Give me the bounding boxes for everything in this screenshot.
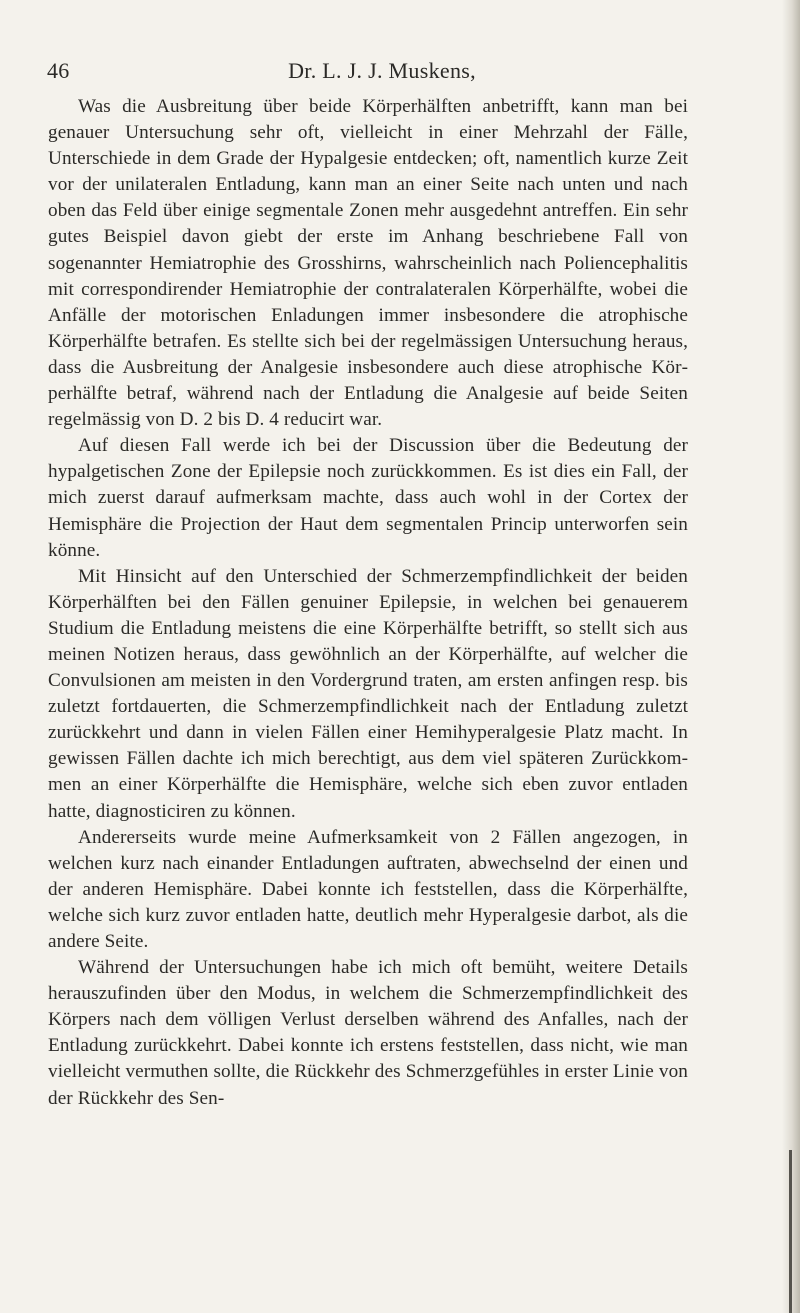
paragraph: Auf diesen Fall werde ich bei der Discussion über die Bedeutung der hypalgetischen Zone der Epilepsie noch zurückkommen. Es ist dies ein Fall, der mich zuerst darauf aufmerksam machte, dass auch wohl in der Cortex der Hemisphäre die Projection der Haut dem segmentalen Princip unterworfen sein könne. — [48, 435, 688, 561]
paragraph: Mit Hinsicht auf den Unterschied der Schmerzempfindlichkeit der beiden Körperhälften bei den Fällen genuiner Epilepsie, in welchen bei genauerem Studium die Entladung meistens die eine Körperhälfte betrifft, so stellt sich aus meinen Notizen heraus, dass gewöhnlich an der Körperhälfte, auf welcher die Convulsionen am meisten in den Vordergrund traten, am ersten anfingen resp. bis zuletzt fortdauerten, die Schmerzempfindlichkeit nach der Entladung zuletzt zurückkehrt und dann in vielen Fällen einer Hemihyperalgesie Platz macht. In gewissen Fällen dachte ich mich berechtigt, aus dem viel späteren Zurückkommen an einer Körperhälfte die Hemisphäre, welche sich eben zuvor entladen hatte, diagnosticiren zu können. — [48, 565, 688, 822]
paragraph: Während der Untersuchungen habe ich mich oft bemüht, weitere Details herauszufinden über den Modus, in welchem die Schmerzempfindlichkeit des Körpers nach dem völligen Verlust derselben während des Anfalles, nach der Entladung zurückkehrt. Dabei konnte ich erstens feststellen, dass nicht, wie man vielleicht vermuthen sollte, die Rückkehr des Schmerzgefühles in erster Linie von der Rückkehr des Sen- — [48, 957, 688, 1109]
running-head: Dr. L. J. J. Muskens, — [288, 58, 476, 83]
page-edge-mark — [789, 1150, 792, 1313]
page-number: 46 — [47, 58, 70, 83]
body-text — [48, 94, 688, 1112]
page-header — [47, 58, 687, 92]
page-edge-shadow — [782, 0, 800, 1313]
paragraph: Andererseits wurde meine Aufmerksamkeit von 2 Fällen angezogen, in welchen kurz nach einander Entladungen auftraten, abwechselnd der einen und der anderen Hemisphäre. Dabei konnte ich feststellen, dass die Körperhälfte, welche sich kurz zuvor entladen hatte, deutlich mehr Hyperalgesie darbot, als die andere Seite. — [48, 826, 688, 952]
paragraph: Was die Ausbreitung über beide Körperhälften anbetrifft, kann man bei genauer Untersuchung sehr oft, vielleicht in einer Mehrzahl der Fälle, Unterschiede in dem Grade der Hypalgesie entdecken; oft, namentlich kurze Zeit vor der unilateralen Entladung, kann man an einer Seite nach unten und nach oben das Feld über einige segmentale Zonen mehr ausgedehnt antreffen. Ein sehr gutes Beispiel davon giebt der erste im Anhang beschriebene Fall von sogenannter Hemiatrophie des Grosshirns, wahrscheinlich nach Poliencephalitis mit correspondirender Hemiatrophie der contralateralen Körperhälfte, wobei die Anfälle der motorischen Enladungen immer insbesondere die atrophische Körperhälfte betrafen. Es stellte sich bei der regelmässigen Untersuchung heraus, dass die Ausbreitung der Analgesie insbesondere auch diese atrophische Körperhälfte betraf, während nach der Entladung die Analgesie auf beide Seiten regelmässig von D. 2 bis D. 4 reducirt war. — [48, 96, 688, 431]
